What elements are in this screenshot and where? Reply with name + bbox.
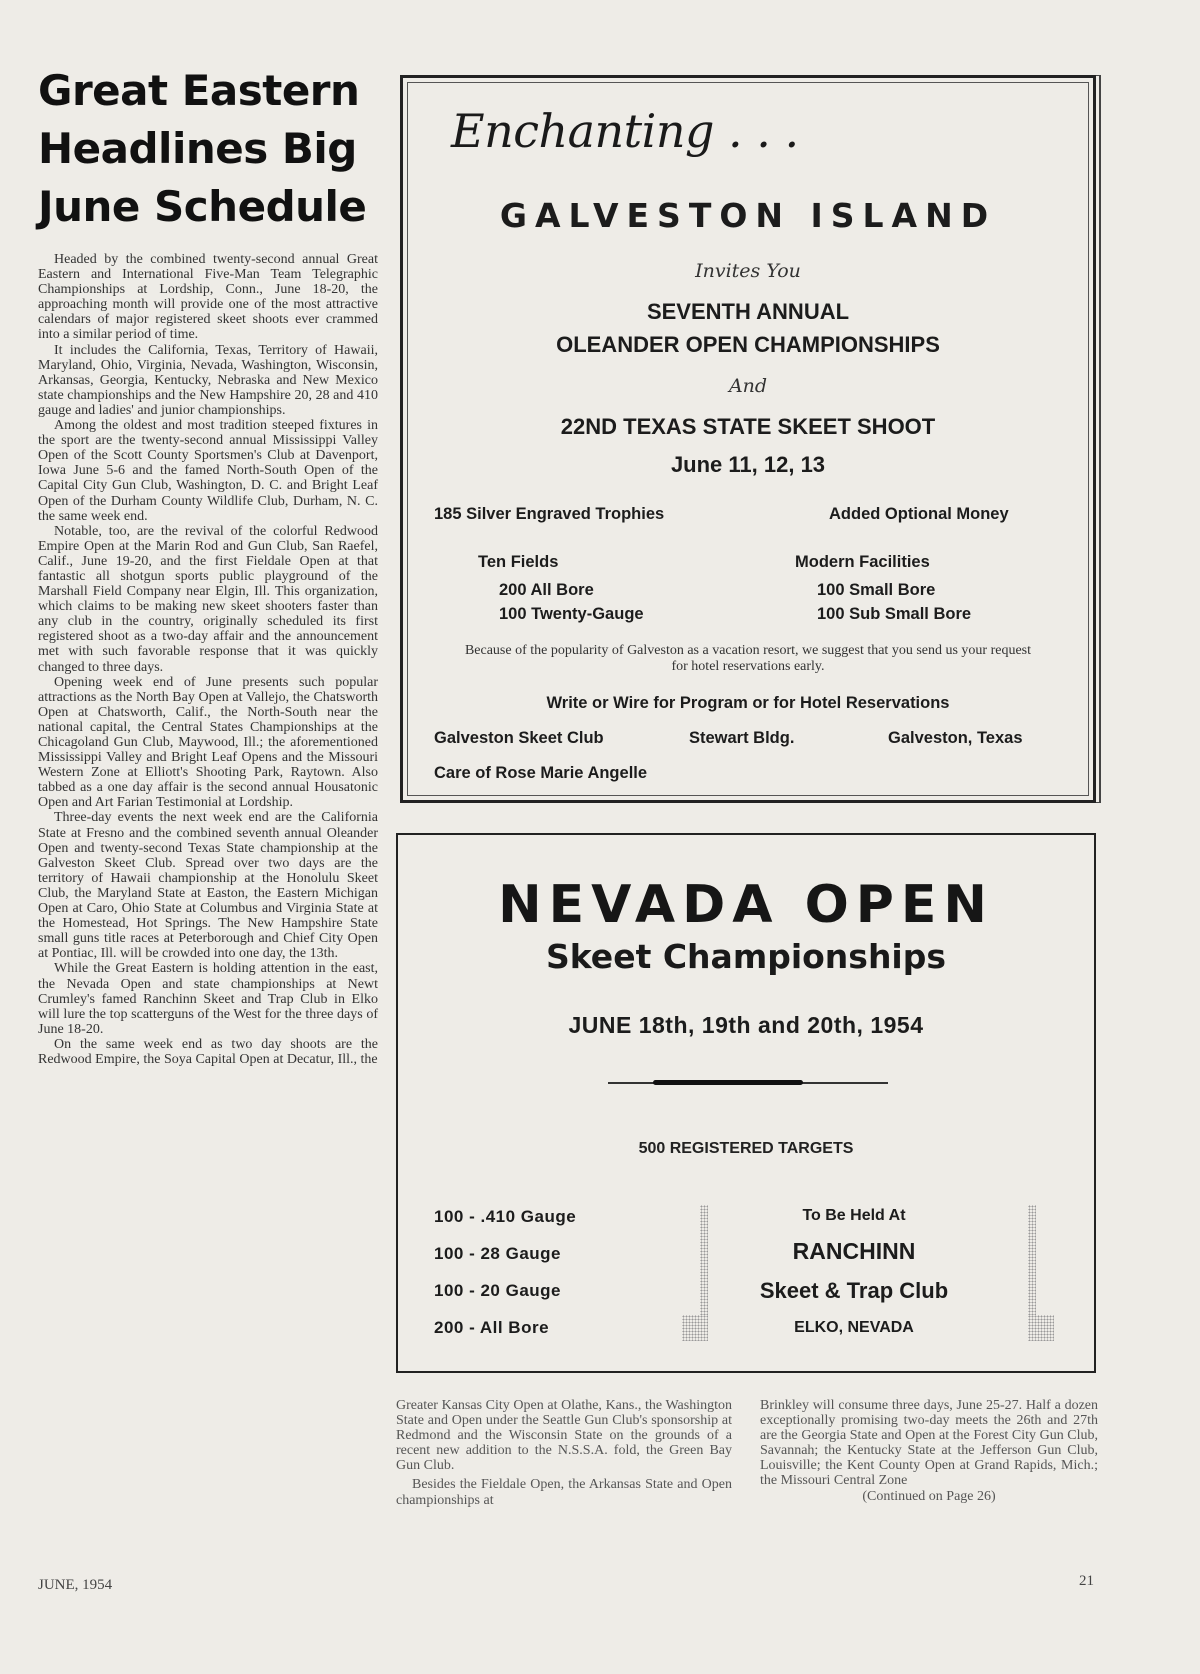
- all-bore-text: 200 All Bore: [499, 581, 594, 599]
- article-paragraph: Three-day events the next week end are the California State at Fresno and the combined seventh annual Oleander Open and twenty-second Texas State championship at the Galveston Skeet Club. Spread over two days are the territory of Hawaii championship at the Honolulu Skeet Club, the Maryland State at Easton, the Eastern Michigan Open at Caro, Ohio State at Columbus and Virginia State at the Homestead, Hot Springs. The New Hampshire State small guns title races at Peterborough and Chief City Open at Pontiac, Ill. will be crowded into one day, the 13th.: [38, 810, 378, 962]
- write-wire-text: Write or Wire for Program or for Hotel Reservations: [546, 694, 950, 712]
- dotted-bracket: [1028, 1205, 1036, 1315]
- care-of-text: Care of Rose Marie Angelle: [434, 764, 648, 782]
- club-name: Galveston Skeet Club: [434, 729, 604, 747]
- article-column-2: [396, 1398, 732, 1508]
- club-building: Stewart Bldg.: [689, 729, 795, 747]
- venue-name: RANCHINN: [792, 1238, 916, 1264]
- registered-targets: 500 REGISTERED TARGETS: [638, 1140, 854, 1157]
- article-paragraph: Brinkley will consume three days, June 25-27. Half a dozen exceptionally promising two-day meets the 26th and 27th are the Georgia State and Open at the Forest City Gun Club, Savannah; the Kentucky State at the Jefferson Gun Club, Louisville; the Kent County Open at Grand Rapids, Mich.; the Missouri Central Zone: [760, 1398, 1098, 1489]
- gauge-item: 100 - 28 Gauge: [434, 1244, 562, 1263]
- club-city: Galveston, Texas: [888, 729, 1023, 747]
- and-text: And: [728, 375, 768, 397]
- venue-club: Skeet & Trap Club: [759, 1278, 949, 1303]
- galveston-dates: June 11, 12, 13: [670, 452, 826, 477]
- article-paragraph: Greater Kansas City Open at Olathe, Kans., the Washington State and Open under the Seattle Gun Club's sponsorship at Redmond and the Wisconsin State on the grounds of a recent new addition to the N.S.S.A. fold, the Green Bay Gun Club.: [396, 1398, 732, 1474]
- small-bore-text: 100 Small Bore: [817, 581, 936, 599]
- dotted-bracket: [1028, 1315, 1054, 1341]
- headline-line: June Schedule: [38, 182, 367, 231]
- article-paragraph: Opening week end of June presents such popular attractions as the North Bay Open at Vallejo, the Chatsworth Open at Chatsworth, Calif., the North-South near the national capital, the Central States Championships at the Chicagoland Gun Club, Maywood, Ill.; the aforementioned Mississippi Valley and Bright Leaf Opens and the Missouri Western Zone at Elliott's Shooting Park, Raytown. Also tabbed as a one day affair is the second annual Housatonic Open and Art Farian Testimonial at Lordship.: [38, 674, 378, 811]
- galveston-title: GALVESTON ISLAND: [499, 196, 997, 235]
- article-paragraph: Besides the Fieldale Open, the Arkansas State and Open championships at: [396, 1477, 732, 1508]
- dotted-bracket: [682, 1315, 708, 1341]
- article-headline: [38, 62, 378, 236]
- article-body: [38, 252, 378, 1067]
- reservation-note: Because of the popularity of Galveston as a vacation resort, we suggest that you send us your request for hotel reservations early.: [464, 643, 1032, 674]
- money-text: Added Optional Money: [829, 505, 1009, 523]
- headline-line: Headlines Big: [38, 124, 357, 173]
- gauge-item: 100 - .410 Gauge: [434, 1207, 577, 1226]
- gauge-item: 100 - 20 Gauge: [434, 1281, 562, 1300]
- held-at-text: To Be Held At: [802, 1207, 906, 1224]
- article-paragraph: On the same week end as two day shoots are the Redwood Empire, the Soya Capital Open at Decatur, Ill., the: [38, 1036, 378, 1067]
- enchanting-script: Enchanting . . .: [451, 104, 799, 158]
- texas-state-shoot: 22ND TEXAS STATE SKEET SHOOT: [560, 414, 936, 439]
- nevada-subtitle: Skeet Championships: [545, 937, 947, 976]
- main-article: [38, 62, 378, 1067]
- continued-note: (Continued on Page 26): [862, 1488, 996, 1504]
- trophies-text: 185 Silver Engraved Trophies: [434, 505, 665, 523]
- galveston-advertisement: [400, 75, 1096, 803]
- sub-small-bore-text: 100 Sub Small Bore: [817, 605, 972, 623]
- article-paragraph: While the Great Eastern is holding attention in the east, the Nevada Open and state championships at Newt Crumley's famed Ranchinn Skeet and Trap Club in Elko will lure the top scatterguns of the West for the three days of June 18-20.: [38, 961, 378, 1037]
- twenty-gauge-text: 100 Twenty-Gauge: [499, 605, 644, 623]
- nevada-title: NEVADA OPEN: [498, 875, 994, 935]
- fields-text: Ten Fields: [478, 553, 559, 571]
- footer-date: JUNE, 1954: [38, 1577, 113, 1593]
- nevada-dates: JUNE 18th, 19th and 20th, 1954: [568, 1012, 924, 1038]
- article-paragraph: Notable, too, are the revival of the colorful Redwood Empire Open at the Marin Rod and Gun Club, San Raefel, Calif., June 19-20, and the first Fieldale Open at that fantastic all shotgun sports public playground of the Marshall Field Company near Elgin, Ill. This organization, which claims to be making new skeet shooters faster than any club in the country, originally scheduled its first registered shoot as a two-day affair and the announcement met with such favorable response that it was quickly changed to three days.: [38, 523, 378, 675]
- article-column-3: [760, 1398, 1098, 1504]
- page-number: 21: [1079, 1573, 1094, 1589]
- nevada-advertisement: [396, 833, 1096, 1373]
- gauge-item: 200 - All Bore: [434, 1318, 550, 1337]
- facilities-text: Modern Facilities: [795, 553, 930, 571]
- oleander-open: OLEANDER OPEN CHAMPIONSHIPS: [556, 332, 940, 357]
- dotted-bracket: [700, 1205, 708, 1315]
- article-paragraph: Among the oldest and most tradition steeped fixtures in the sport are the twenty-second annual Mississippi Valley Open of the Scott County Sportsmen's Club at Davenport, Iowa June 5-6 and the famed North-South Open of the Capital City Gun Club, Washington, D. C. and Bright Leaf Open of the Durham County Wildlife Club, Durham, N. C. the same week end.: [38, 418, 378, 524]
- article-paragraph: It includes the California, Texas, Territory of Hawaii, Maryland, Ohio, Virginia, Nevada, Washington, Wisconsin, Arkansas, Georgia, Kentucky, Nebraska and New Mexico state championships and the New Hampshire 20, 28 and 410 gauge and ladies' and junior championships.: [38, 342, 378, 418]
- venue-location: ELKO, NEVADA: [794, 1319, 914, 1336]
- seventh-annual: SEVENTH ANNUAL: [646, 299, 850, 324]
- invites-text: Invites You: [695, 260, 801, 282]
- decorative-rule: [608, 1082, 888, 1084]
- headline-line: Great Eastern: [38, 66, 360, 115]
- article-paragraph: Headed by the combined twenty-second annual Great Eastern and International Five-Man Team Telegraphic Championships at Lordship, Conn., June 18-20, the approaching month will provide one of the most attractive calendars of major registered skeet shoots ever crammed into a similar period of time.: [38, 252, 378, 343]
